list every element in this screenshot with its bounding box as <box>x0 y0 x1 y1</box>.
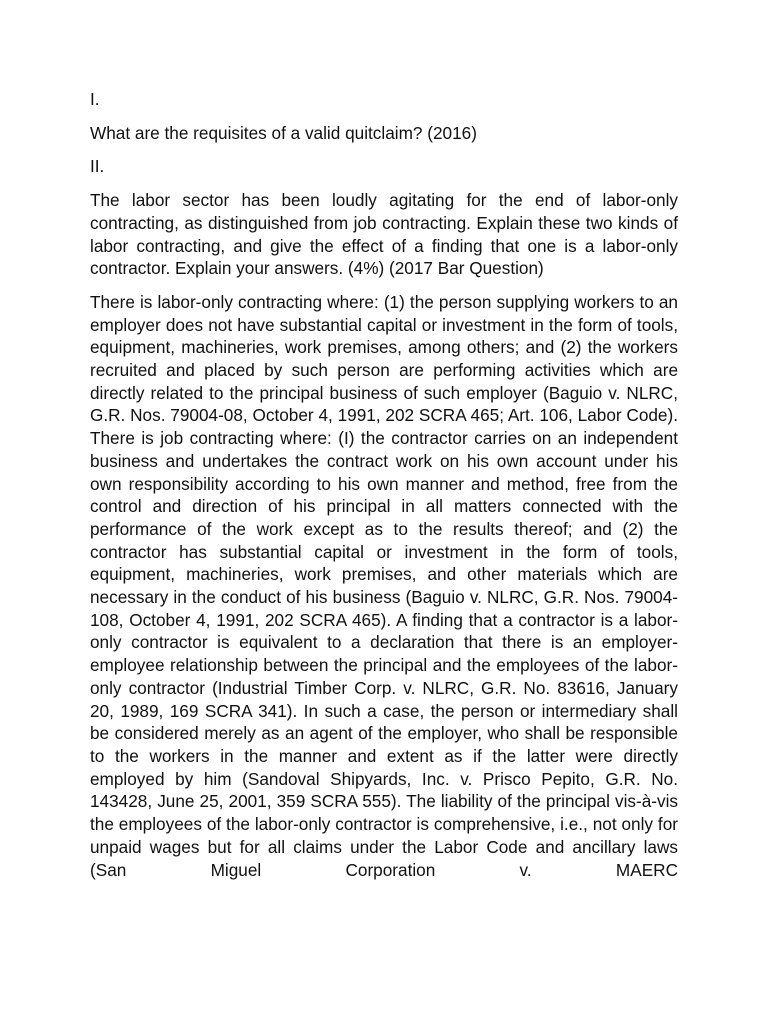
question-2: The labor sector has been loudly agitating for the end of labor-only contracting, as distinguished from job contracting. Explain these two kinds of labor contracting, and give the effect of a finding that one is a labor-only contractor. Explain your answers. (4%) (2017 Bar Question) <box>90 190 678 279</box>
section-2-numeral: II. <box>90 156 105 177</box>
answer-2: There is labor-only contracting where: (1) the person supplying workers to an employer does not have substantial capital or investment in the form of tools, equipment, machineries, work premises, among others; and (2) the workers recruited and placed by such person are performing activities which are directly related to the principal business of such employer (Baguio v. NLRC, G.R. Nos. 79004-08, October 4, 1991, 202 SCRA 465; Art. 106, Labor Code). There is job contracting where: (I) the contractor carries on an independent business and undertakes the contract work on his own account under his own responsibility according to his own manner and method, free from the control and direction of his principal in all matters connected with the performance of the work except as to the results thereof; and (2) the contractor has substantial capital or investment in the form of tools, equipment, machineries, work premises, and other materials which are necessary in the conduct of his business (Baguio v. NLRC, G.R. Nos. 79004-108, October 4, 1991, 202 SCRA 465). A finding that a contractor is a labor-only contractor is equivalent to a declaration that there is an employer-employee relationship between the principal and the employees of the labor-only contractor (Industrial Timber Corp. v. NLRC, G.R. No. 83616, January 20, 1989, 169 SCRA 341). In such a case, the person or intermediary shall be considered merely as an agent of the employer, who shall be responsible to the workers in the manner and extent as if the latter were directly employed by him (Sandoval Shipyards, Inc. v. Prisco Pepito, G.R. No. 143428, June 25, 2001, 359 SCRA 555). The liability of the principal vis-à-vis the employees of the labor-only contractor is comprehensive, i.e., not only for unpaid wages but for all claims under the Labor Code and ancillary laws (San Miguel Corporation v. MAERC <box>90 291 678 880</box>
question-1: What are the requisites of a valid quitclaim? (2016) <box>90 122 477 143</box>
section-1-numeral: I. <box>90 89 100 109</box>
document-page <box>90 88 678 881</box>
